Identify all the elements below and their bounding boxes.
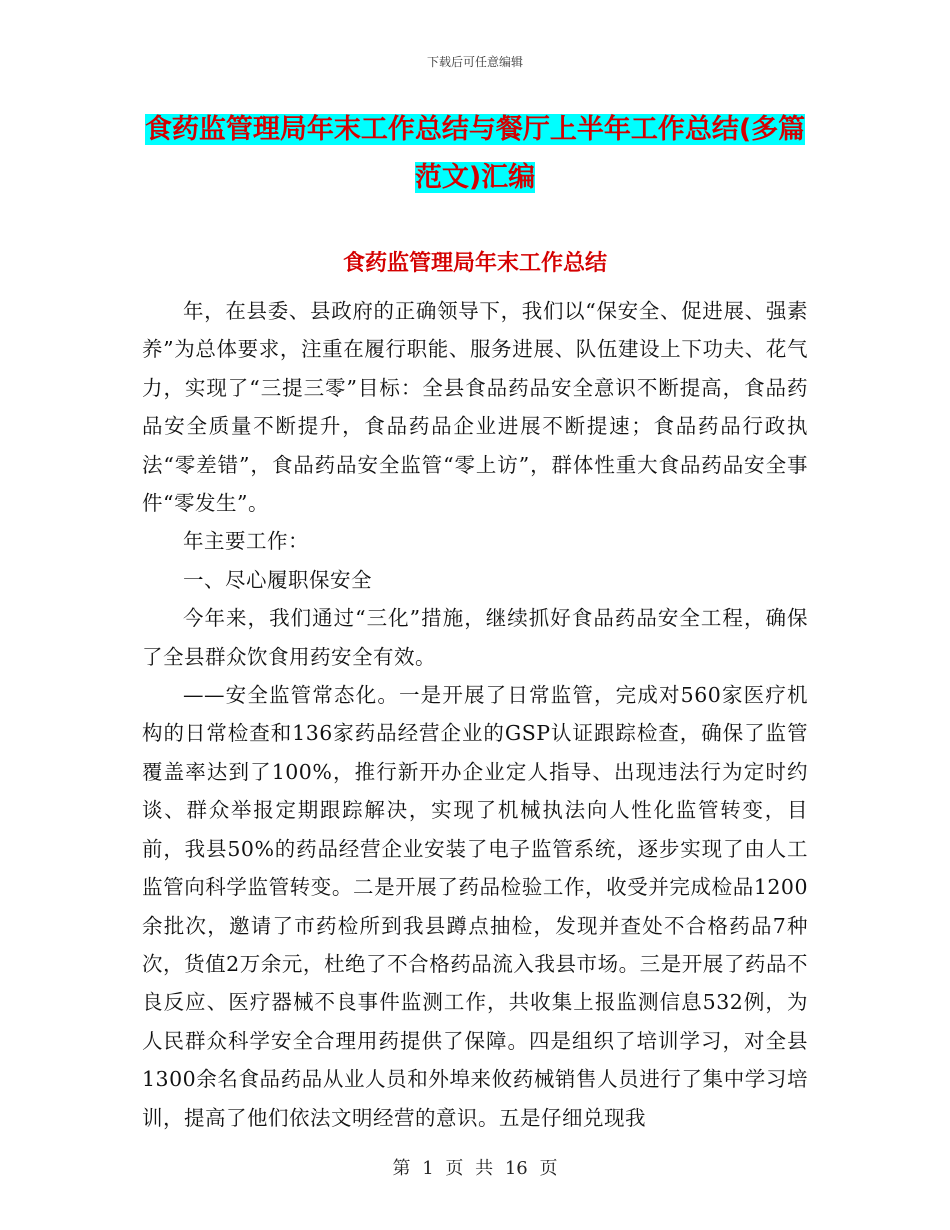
section-title: 食药监管理局年末工作总结 [342, 251, 607, 276]
paragraph: 年主要工作： [183, 529, 309, 554]
paragraph: 一、尽心履职保安全 [183, 567, 372, 592]
document-body [142, 292, 808, 1137]
paragraph: ——安全监管常态化。一是开展了日常监管，完成对560家医疗机构的日常检查和136家药品经营企业的GSP认证跟踪检查，确保了监管覆盖率达到了100%，推行新开办企业定人指导、出现违法行为定时约谈、群众举报定期跟踪解决，实现了机械执法向人性化监管转变，目前，我县50%的药品经营企业安装了电子监管系统，逐步实现了由人工监管向科学监管转变。二是开展了药品检验工作，收受并完成检品1200余批次，邀请了市药检所到我县蹲点抽检，发现并查处不合格药品7种次，货值2万余元，杜绝了不合格药品流入我县市场。三是开展了药品不良反应、医疗器械不良事件监测工作，共收集上报监测信息532例，为人民群众科学安全合理用药提供了保障。四是组织了培训学习，对全县1300余名食品药品从业人员和外埠来攸药械销售人员进行了集中学习培训，提高了他们依法文明经营的意识。五是仔细兑现我 [142, 683, 808, 1130]
paragraph: 今年来，我们通过“三化”措施，继续抓好食品药品安全工程，确保了全县群众饮食用药安全有效。 [142, 606, 808, 669]
document-title-text: 食药监管理局年末工作总结与餐厅上半年工作总结(多篇范文)汇编 [144, 114, 806, 193]
page-header-note: 下载后可任意编辑 [426, 55, 523, 69]
page-number: 第 1 页 共 16 页 [392, 1158, 558, 1179]
paragraph: 年，在县委、县政府的正确领导下，我们以“保安全、促进展、强素养”为总体要求，注重在履行职能、服务进展、队伍建设上下功夫、花气力，实现了“三提三零”目标：全县食品药品安全意识不断提高，食品药品安全质量不断提升，食品药品企业进展不断提速；食品药品行政执法“零差错”，食品药品安全监管“零上访”，群体性重大食品药品安全事件“零发生”。 [142, 299, 808, 516]
document-title [140, 106, 810, 202]
